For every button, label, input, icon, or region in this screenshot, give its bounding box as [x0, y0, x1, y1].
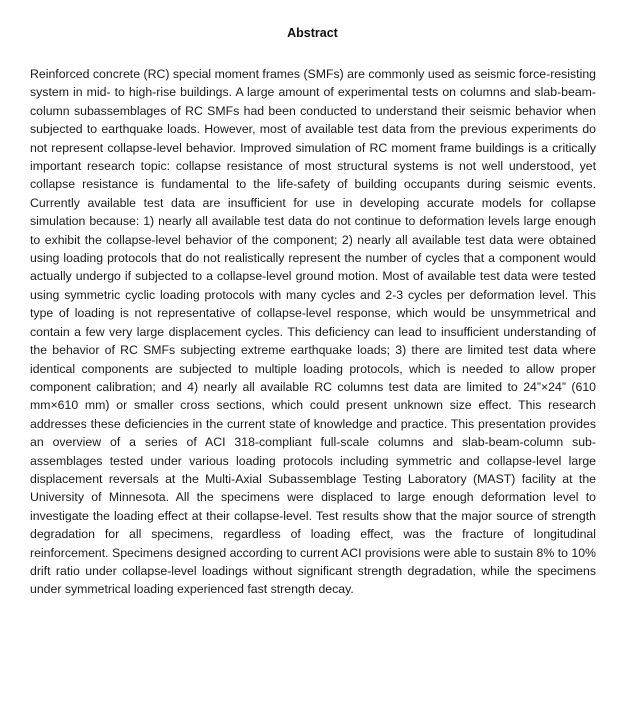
abstract-body: Reinforced concrete (RC) special moment frames (SMFs) are commonly used as seismic force-resisting system in mid- to high-rise buildings. A large amount of experimental tests on columns and slab-beam-column subassemblages of RC SMFs had been conducted to understand their seismic behavior when subjected to earthquake loads. However, most of available test data from the previous experiments do not represent collapse-level behavior. Improved simulation of RC moment frame buildings is a critically important research topic: collapse resistance of most structural systems is not well understood, yet collapse resistance is fundamental to the life-safety of building occupants during seismic events. Currently available test data are insufficient for use in developing accurate models for collapse simulation because: 1) nearly all available test data do not continue to deformation levels large enough to exhibit the collapse-level behavior of the component; 2) nearly all available test data were obtained using loading protocols that do not realistically represent the number of cycles that a component would actually undergo if subjected to a collapse-level ground motion. Most of available test data were tested using symmetric cyclic loading protocols with many cycles and 2-3 cycles per deformation level. This type of loading is not representative of collapse-level response, which would be unsymmetrical and contain a few very large displacement cycles. This deficiency can lead to insufficient understanding of the behavior of RC SMFs subjecting extreme earthquake loads; 3) there are limited test data where identical components are subjected to multiple loading protocols, which is needed to allow proper component calibration; and 4) nearly all available RC columns test data are limited to 24”×24” (610 mm×610 mm) or smaller cross sections, which could present unknown size effect. This research addresses these deficiencies in the current state of knowledge and practice. This presentation provides an overview of a series of ACI 318-compliant full-scale columns and slab-beam-column sub-assemblages tested under various loading protocols including symmetric and collapse-level large displacement reversals at the Multi-Axial Subassemblage Testing Laboratory (MAST) facility at the University of Minnesota. All the specimens were displaced to large enough deformation level to investigate the loading effect at their collapse-level. Test results show that the major source of strength degradation for all specimens, regardless of loading effect, was the fracture of longitudinal reinforcement. Specimens designed according to current ACI provisions were able to sustain 8% to 10% drift ratio under collapse-level loadings without significant strength degradation, while the specimens under symmetrical loading experienced fast strength decay. — [30, 67, 596, 597]
abstract-title: Abstract — [287, 26, 338, 40]
